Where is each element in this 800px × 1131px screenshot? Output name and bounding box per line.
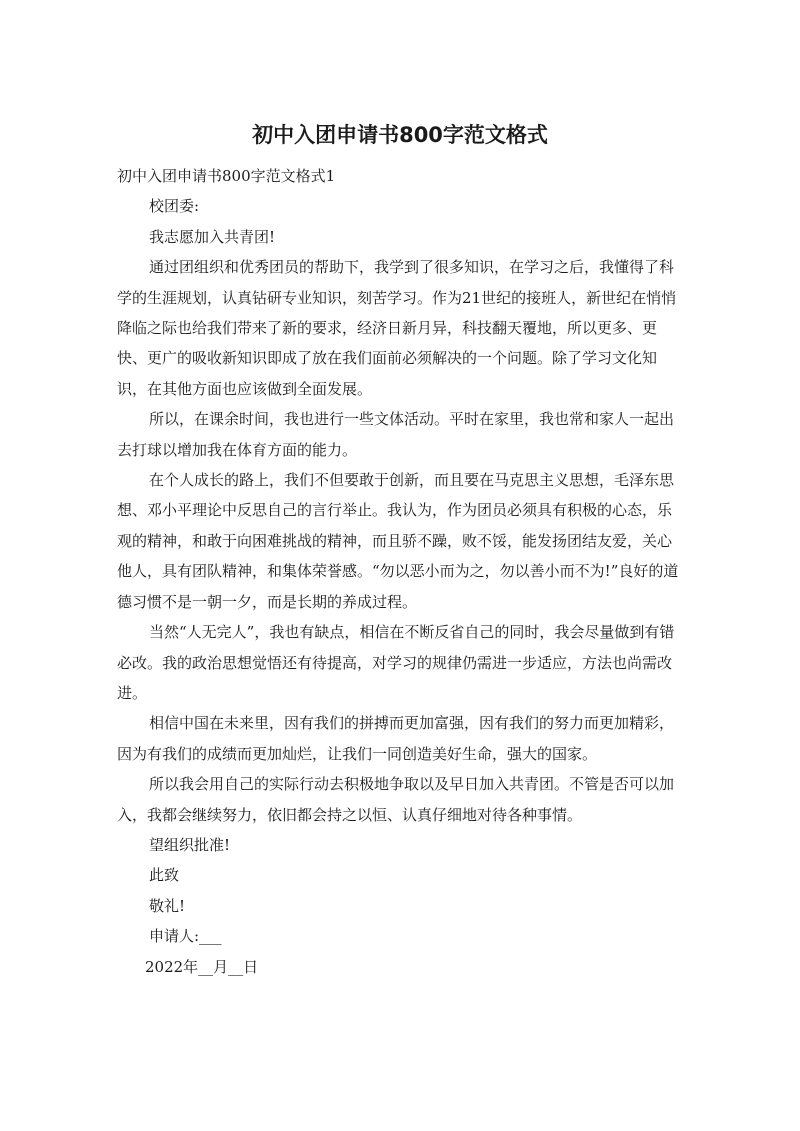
paragraph: 相信中国在未来里，因有我们的拼搏而更加富强，因有我们的努力而更加精彩，因为有我们的成绩而更加灿烂，让我们一同创造美好生命，强大的国家。: [117, 714, 675, 763]
paragraph: 通过团组织和优秀团员的帮助下，我学到了很多知识，在学习之后，我懂得了科学的生涯规划，认真钻研专业知识，刻苦学习。作为21世纪的接班人，新世纪在悄悄降临之际也给我们带来了新的要求，经济日新月异，科技翻天覆地，所以更多、更快、更广的吸收新知识即成了放在我们面前必须解决的一个问题。除了学习文化知识，在其他方面也应该做到全面发展。: [117, 258, 677, 398]
paragraph: 所以我会用自己的实际行动去积极地争取以及早日加入共青团。不管是否可以加入，我都会继续努力，依旧都会持之以恒、认真仔细地对待各种事情。: [117, 775, 675, 824]
applicant-line: 申请人:___: [149, 927, 222, 946]
date-line: 2022年__月__日: [145, 957, 259, 976]
document-title: 初中入团申请书800字范文格式: [252, 123, 548, 147]
document-subtitle: 初中入团申请书800字范文格式1: [117, 167, 336, 185]
paragraph: 所以，在课余时间，我也进行一些文体活动。平时在家里，我也常和家人一起出去打球以增加我在体育方面的能力。: [117, 410, 675, 459]
document-body: [117, 161, 683, 982]
closing-line-1: 此致: [149, 866, 180, 885]
paragraph: 在个人成长的路上，我们不但要敢于创新，而且要在马克思主义思想，毛泽东思想、邓小平理论中反思自己的言行举止。我认为，作为团员必须具有积极的心态，乐观的精神，和敢于向困难挑战的精神，而且骄不躁，败不馁，能发扬团结友爱，关心他人，具有团队精神，和集体荣誉感。“勿以恶小而为之，勿以善小而不为!”良好的道德习惯不是一朝一夕，而是长期的养成过程。: [117, 471, 679, 611]
paragraph: 我志愿加入共青团!: [149, 227, 276, 246]
paragraph: 当然“人无完人”，我也有缺点，相信在不断反省自己的同时，我会尽量做到有错必改。我的政治思想觉悟还有待提高，对学习的规律仍需进一步适应，方法也尚需改进。: [117, 623, 675, 702]
closing-request: 望组织批准!: [149, 835, 231, 854]
salutation: 校团委:: [149, 197, 200, 216]
closing-line-2: 敬礼!: [149, 896, 186, 915]
